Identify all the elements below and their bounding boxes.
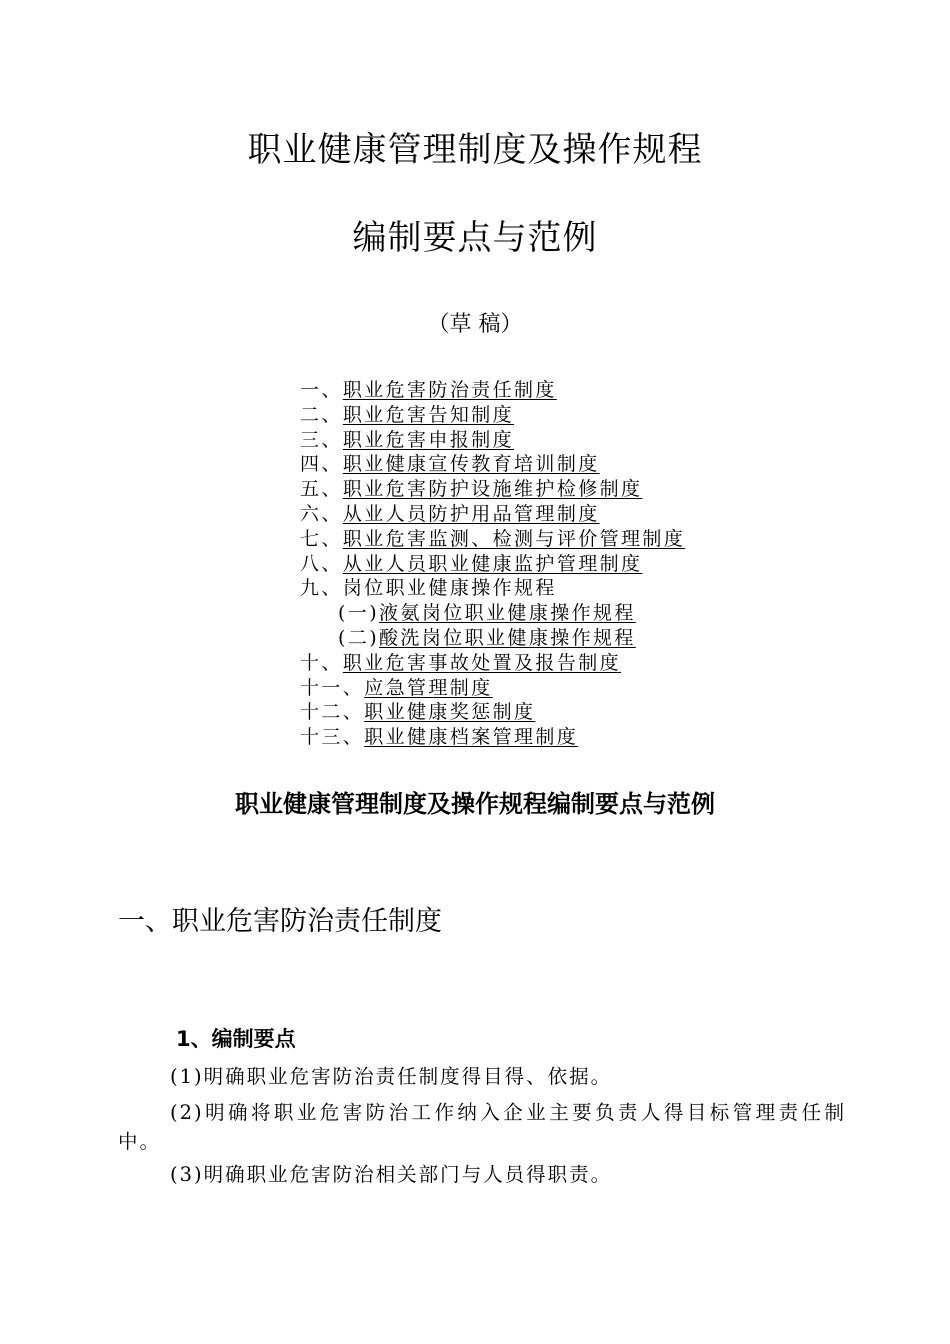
body-paragraph: (3)明确职业危害防治相关部门与人员得职责。 [170,1163,613,1186]
document-title-line-2: 编制要点与范例 [352,218,598,258]
toc-item [300,378,860,403]
section-heading: 一、职业危害防治责任制度 [118,906,442,937]
toc-subitem [300,601,860,626]
toc-item-number: 九、 [300,577,343,600]
toc-item-number: 十二、 [300,701,365,724]
toc-item-number: 十、 [300,651,343,674]
toc-item-link[interactable]: 职业危害申报制度 [342,428,515,451]
toc-item [300,428,860,453]
toc-item-link[interactable]: 职业健康奖惩制度 [364,701,536,724]
toc-item [300,452,860,477]
toc-item-link[interactable]: 从业人员防护用品管理制度 [342,502,600,525]
toc-item-number: 十一、 [300,676,365,699]
toc-item-number: 二、 [300,403,343,426]
center-heading: 职业健康管理制度及操作规程编制要点与范例 [235,790,715,818]
toc-item-text: 岗位职业健康操作规程 [342,577,557,600]
toc-item-link[interactable]: 职业危害事故处置及报告制度 [342,651,622,674]
toc-item-number: 十三、 [300,726,365,749]
table-of-contents [300,378,860,750]
toc-item-number: (一) [338,602,380,625]
toc-item-link[interactable]: 职业健康档案管理制度 [364,726,579,749]
toc-item [300,403,860,428]
toc-item-link[interactable]: 从业人员职业健康监护管理制度 [342,552,643,575]
draft-label: （草 稿） [427,312,523,337]
toc-item [300,700,860,725]
toc-item-number: 三、 [300,428,343,451]
toc-item-number: 六、 [300,502,343,525]
toc-item-link[interactable]: 液氨岗位职业健康操作规程 [379,602,636,625]
toc-item-link[interactable]: 职业危害告知制度 [342,403,515,426]
toc-item-link[interactable]: 职业危害防治责任制度 [342,379,557,401]
toc-item [300,527,860,552]
subsection-heading: 1、编制要点 [176,1027,296,1051]
toc-item-number: 五、 [300,478,343,501]
body-paragraph: (1)明确职业危害防治责任制度得目得、依据。 [170,1065,613,1088]
toc-item [300,552,860,577]
toc-item [300,576,860,601]
toc-item-number: 四、 [300,453,343,476]
toc-item [300,725,860,750]
toc-item [300,651,860,676]
toc-item-number: 一、 [300,379,343,401]
toc-item [300,477,860,502]
toc-item-link[interactable]: 职业危害监测、检测与评价管理制度 [342,527,686,550]
toc-item-link[interactable]: 酸洗岗位职业健康操作规程 [379,626,636,649]
toc-item-link[interactable]: 职业危害防护设施维护检修制度 [342,478,643,501]
document-title-line-1: 职业健康管理制度及操作规程 [247,130,703,170]
toc-subitem [300,626,860,651]
toc-item [300,502,860,527]
toc-item-number: (二) [338,626,380,649]
body-paragraph: (2)明确将职业危害防治工作纳入企业主要负责人得目标管理责任制中。 [118,1101,846,1153]
toc-item-number: 七、 [300,527,343,550]
toc-item-number: 八、 [300,552,343,575]
toc-item-link[interactable]: 应急管理制度 [364,676,493,699]
toc-item [300,676,860,701]
toc-item-link[interactable]: 职业健康宣传教育培训制度 [342,453,600,476]
